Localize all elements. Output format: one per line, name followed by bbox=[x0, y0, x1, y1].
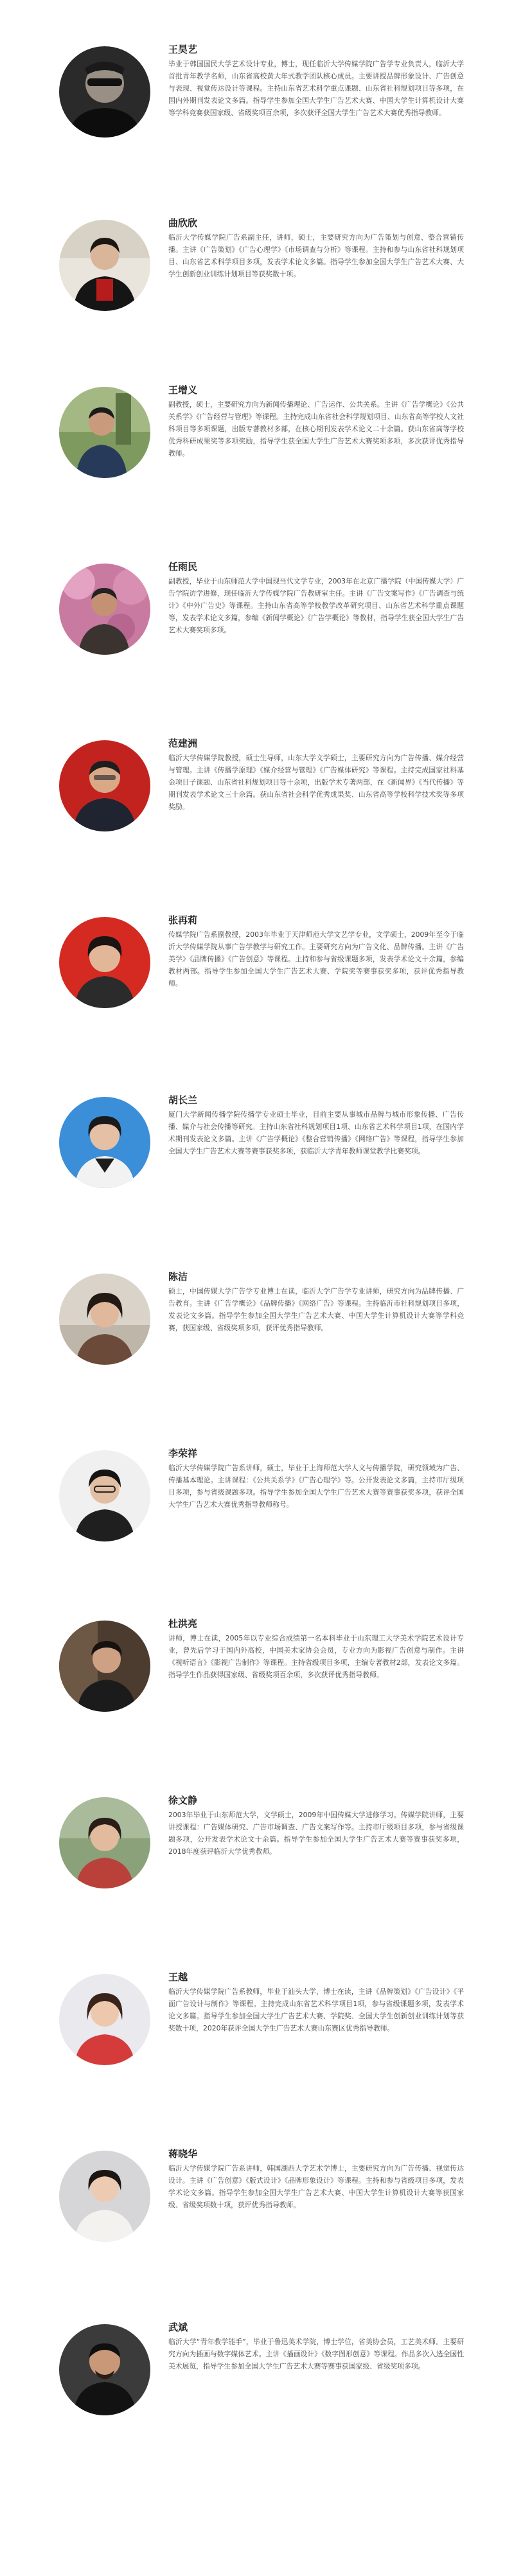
profile-bio: 副教授，硕士，主要研究方向为新闻传播理论、广告运作、公共关系。主讲《广告学概论》《公共关系学》《广告经营与管理》等课程。主持完成山东省社会科学规划项目、山东省高等学校人文社科项目等多项课题，出版专著教材多部，在核心期刊发表学术论文二十余篇。获山东省高等学校优秀科研成果奖等多项奖励，指导学生获全国大学生广告艺术大赛奖项多项，多次获评优秀指导教师。 bbox=[168, 400, 464, 457]
profile-bio: 毕业于韩国国民大学艺术设计专业，博士，现任临沂大学传媒学院广告学专业负责人，临沂大学首批青年教学名师，山东省高校黄大年式教学团队核心成员。主要讲授品牌形象设计、广告创意与表现、视觉传达设计等课程。主持山东省艺术科学重点课题、山东省社科规划项目等多项，在国内外期刊发表论文多篇。指导学生参加全国大学生广告艺术大赛、中国大学生计算机设计大赛等学科竞赛获国家级、省级奖项百余项，多次获评全国大学生广告艺术大赛优秀指导教师。 bbox=[168, 60, 464, 117]
faculty-profile bbox=[58, 1446, 469, 1639]
faculty-profile bbox=[58, 383, 469, 576]
profile-bio: 副教授，毕业于山东师范大学中国现当代文学专业，2003年在北京广播学院（中国传媒大学）广告学院访学进修，现任临沂大学传媒学院广告教研室主任。主讲《广告文案写作》《广告调查与统计》《中外广告史》等课程。主持山东省高等学校教学改革研究项目、山东省艺术科学重点课题等，发表学术论文多篇，参编《新闻学概论》《广告学概论》等教材，指导学生获全国大学生广告艺术大赛奖项多项。 bbox=[168, 577, 464, 634]
avatar bbox=[59, 220, 150, 311]
profile-name: 王增义 bbox=[168, 384, 198, 396]
avatar bbox=[59, 917, 150, 1008]
profile-bio: 厦门大学新闻传播学院传播学专业硕士毕业，目前主要从事城市品牌与城市形象传播、广告传播、媒介与社会传播等研究。主持山东省社科规划项目1项、山东省艺术科学项目1项，在国内学术期刊发表论文多篇。主讲《广告学概论》《整合营销传播》《网络广告》等课程，指导学生参加全国大学生广告艺术大赛等赛事获奖多项，获临沂大学青年教师课堂教学比赛奖项。 bbox=[168, 1110, 464, 1155]
faculty-profile bbox=[58, 560, 469, 752]
profile-name: 范建洲 bbox=[168, 738, 198, 749]
avatar bbox=[59, 1274, 150, 1365]
profile-info bbox=[168, 42, 464, 119]
profile-info bbox=[168, 1270, 464, 1334]
profile-info bbox=[168, 2320, 464, 2372]
profile-name: 徐文静 bbox=[168, 1795, 198, 1806]
profile-info bbox=[168, 216, 464, 280]
profile-name: 陈洁 bbox=[168, 1271, 188, 1283]
profile-bio: 硕士，中国传媒大学广告学专业博士在读，临沂大学广告学专业讲师，研究方向为品牌传播、广告教育。主讲《广告学概论》《品牌传播》《网络广告》等课程。主持临沂市社科规划项目多项，发表论文多篇。指导学生参加全国大学生广告艺术大赛、中国大学生计算机设计大赛等学科竞赛，获国家级、省级奖项多项，获评优秀指导教师。 bbox=[168, 1287, 464, 1332]
faculty-profile bbox=[58, 2320, 469, 2513]
avatar bbox=[59, 387, 150, 478]
profile-bio: 临沂大学传媒学院广告系讲师，硕士，毕业于上海师范大学人文与传播学院，研究领域为广告、传播基本理论。主讲课程：《公共关系学》《广告心理学》等。公开发表论文多篇，主持市厅级项目多项，参与省级课题多项。指导学生参加全国大学生广告艺术大赛等赛事获奖多项，获评全国大学生广告艺术大赛优秀指导教师称号。 bbox=[168, 1464, 464, 1509]
profile-info bbox=[168, 1970, 464, 2034]
avatar bbox=[59, 2324, 150, 2415]
faculty-profile bbox=[58, 216, 469, 409]
profile-name: 杜洪亮 bbox=[168, 1618, 198, 1630]
profile-bio: 临沂大学传媒学院广告系讲师，韩国湖西大学艺术学博士，主要研究方向为广告传播、视觉传达设计。主讲《广告创意》《版式设计》《品牌形象设计》等课程。主持和参与省级项目多项，发表学术论文多篇。指导学生参加全国大学生广告艺术大赛、中国大学生计算机设计大赛等获国家级、省级奖项数十项，获评优秀指导教师。 bbox=[168, 2164, 464, 2209]
portrait-photo-icon bbox=[59, 1274, 150, 1365]
avatar bbox=[59, 1097, 150, 1188]
profile-bio: 临沂大学传媒学院教授，硕士生导师，山东大学文学硕士，主要研究方向为广告传播、媒介经营与管理。主讲《传播学原理》《媒介经营与管理》《广告媒体研究》等课程。主持完成国家社科基金项目子课题、山东省社科规划项目等十余项，出版学术专著两部，在《新闻界》《当代传播》等期刊发表学术论文三十余篇。获山东省社会科学优秀成果奖、山东省高等学校科学技术奖等多项奖励。 bbox=[168, 754, 464, 811]
portrait-photo-icon bbox=[59, 220, 150, 311]
profile-name: 曲欣欣 bbox=[168, 217, 198, 229]
faculty-profile bbox=[58, 913, 469, 1106]
profile-info bbox=[168, 736, 464, 813]
avatar bbox=[59, 2151, 150, 2242]
profile-name: 武斌 bbox=[168, 2322, 188, 2333]
profile-info bbox=[168, 1446, 464, 1511]
profile-info bbox=[168, 1093, 464, 1157]
profile-name: 王越 bbox=[168, 1971, 188, 1983]
faculty-profile bbox=[58, 1270, 469, 1462]
portrait-photo-icon bbox=[59, 46, 150, 138]
faculty-profile bbox=[58, 1970, 469, 2163]
profile-bio: 临沂大学传媒学院广告系副主任，讲师，硕士，主要研究方向为广告策划与创意、整合营销传播。主讲《广告策划》《广告心理学》《市场调查与分析》等课程。主持和参与山东省社科规划项目、山东省艺术科学项目多项，发表学术论文多篇。指导学生参加全国大学生广告艺术大赛、大学生创新创业训练计划项目等获奖数十项。 bbox=[168, 233, 464, 278]
profile-info bbox=[168, 913, 464, 990]
profile-info bbox=[168, 1617, 464, 1681]
profile-bio: 临沂大学“青年教学能手”，毕业于鲁迅美术学院，博士学位，省美协会员，工艺美术师。主要研究方向为插画与数字媒体艺术。主讲《插画设计》《数字图形创意》等课程。作品多次入选全国性美术展览，指导学生参加全国大学生广告艺术大赛等赛事获国家级、省级奖项多项。 bbox=[168, 2338, 464, 2370]
avatar bbox=[59, 564, 150, 655]
faculty-profile bbox=[58, 2147, 469, 2340]
profile-info bbox=[168, 560, 464, 636]
avatar bbox=[59, 46, 150, 138]
portrait-photo-icon bbox=[59, 564, 150, 655]
portrait-photo-icon bbox=[59, 1097, 150, 1188]
profile-name: 任雨民 bbox=[168, 561, 198, 573]
portrait-photo-icon bbox=[59, 387, 150, 478]
profile-bio: 传媒学院广告系副教授，2003年毕业于天津师范大学文艺学专业，文学硕士，2009年至今于临沂大学传媒学院从事广告学教学与研究工作。主要研究方向为广告文化、品牌传播。主讲《广告美学》《品牌传播》《广告创意》等课程。主持和参与省级课题多项，发表学术论文十余篇，参编教材两部。指导学生参加全国大学生广告艺术大赛、学院奖等赛事获奖多项，获评优秀指导教师。 bbox=[168, 930, 464, 988]
profile-name: 王昊艺 bbox=[168, 44, 198, 55]
profile-info bbox=[168, 1793, 464, 1858]
portrait-photo-icon bbox=[59, 2151, 150, 2242]
profile-name: 李荣祥 bbox=[168, 1448, 198, 1459]
avatar bbox=[59, 740, 150, 831]
faculty-profile bbox=[58, 42, 469, 235]
profile-name: 蒋晓华 bbox=[168, 2148, 198, 2160]
portrait-photo-icon bbox=[59, 1450, 150, 1541]
portrait-photo-icon bbox=[59, 1974, 150, 2065]
avatar bbox=[59, 1621, 150, 1712]
portrait-photo-icon bbox=[59, 1797, 150, 1888]
profile-info bbox=[168, 383, 464, 459]
faculty-profile bbox=[58, 1793, 469, 1986]
avatar bbox=[59, 1974, 150, 2065]
portrait-photo-icon bbox=[59, 1621, 150, 1712]
portrait-photo-icon bbox=[59, 917, 150, 1008]
avatar bbox=[59, 1450, 150, 1541]
portrait-photo-icon bbox=[59, 740, 150, 831]
portrait-photo-icon bbox=[59, 2324, 150, 2415]
profile-bio: 2003年毕业于山东师范大学，文学硕士，2009年中国传媒大学进修学习。传媒学院讲师，主要讲授课程：广告媒体研究、广告市场调查、广告文案写作等。主持市厅级项目多项，参与省级课题多项，公开发表学术论文十余篇。指导学生参加全国大学生广告艺术大赛等赛事获奖多项，2018年度获评临沂大学优秀教师。 bbox=[168, 1811, 464, 1856]
avatar bbox=[59, 1797, 150, 1888]
faculty-profile bbox=[58, 1617, 469, 1809]
faculty-profile bbox=[58, 1093, 469, 1286]
profile-info bbox=[168, 2147, 464, 2211]
profile-name: 张再莉 bbox=[168, 914, 198, 926]
profile-bio: 临沂大学传媒学院广告系教师，毕业于汕头大学，博士在读，主讲《品牌策划》《广告设计》《平面广告设计与制作》等课程。主持完成山东省艺术科学项目1项，参与省级课题多项，发表学术论文多篇。指导学生参加全国大学生广告艺术大赛、学院奖、全国大学生创新创业训练计划等获奖数十项，2020年获评全国大学生广告艺术大赛山东赛区优秀指导教师。 bbox=[168, 1987, 464, 2032]
profile-name: 胡长兰 bbox=[168, 1094, 198, 1106]
profile-bio: 讲师，博士在读，2005年以专业综合成绩第一名本科毕业于山东理工大学美术学院艺术设计专业，曾先后学习于国内外高校，中国美术家协会会员，专业方向为影视广告创意与制作。主讲《视听语言》《影视广告制作》等课程。主持省级项目多项，主编专著教材2部，发表论文多篇。指导学生作品获得国家级、省级奖项百余项，多次获评优秀指导教师。 bbox=[168, 1634, 464, 1679]
faculty-profile bbox=[58, 736, 469, 929]
